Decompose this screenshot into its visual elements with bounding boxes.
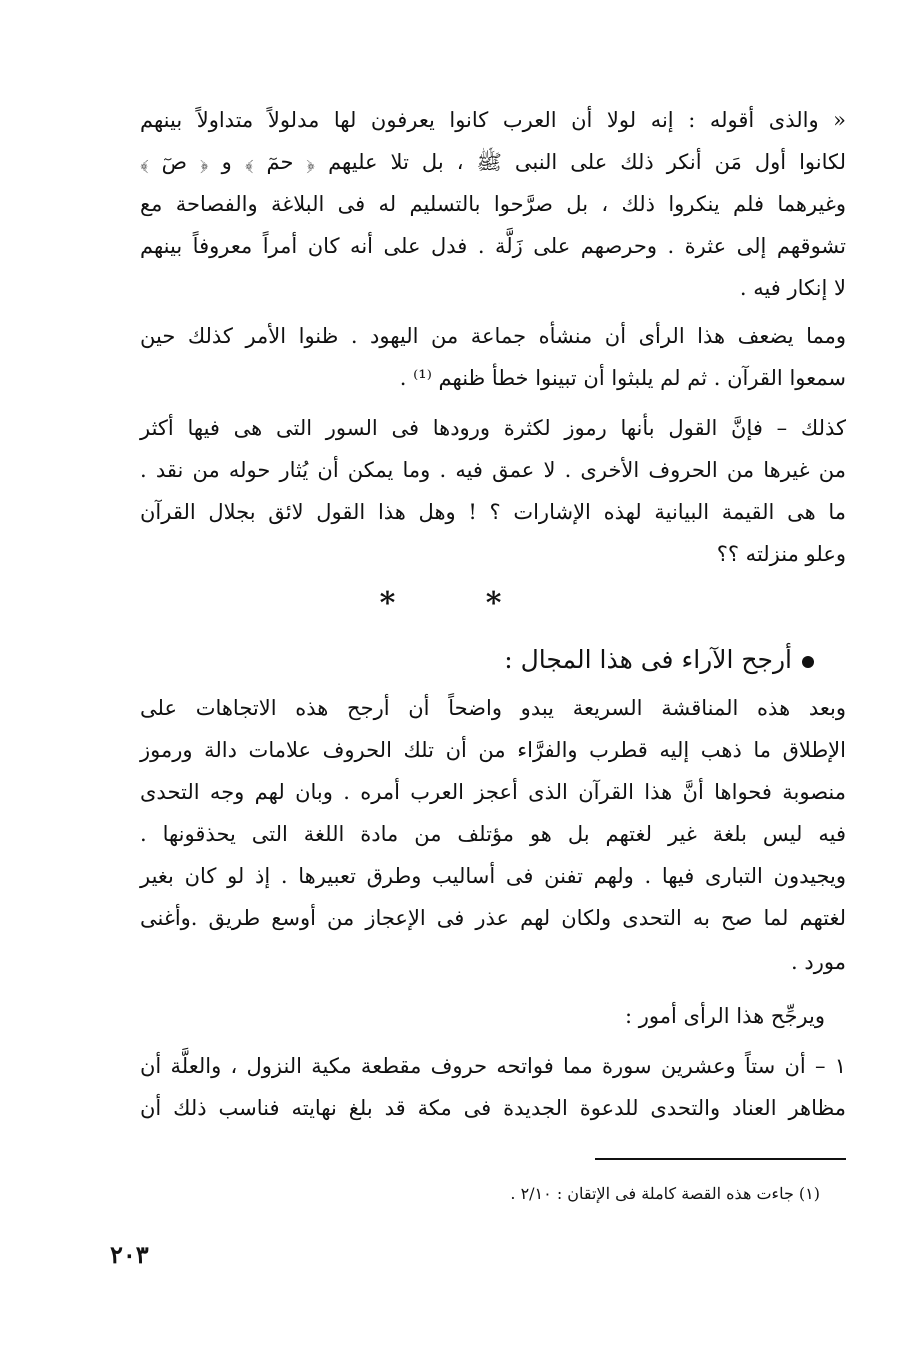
section-heading-text: أرجح الآراء فى هذا المجال : <box>504 645 792 674</box>
text-line: لغتهم لما صح به التحدى ولكان لهم عذر فى الإعجاز من أوسع طريق .وأغنى <box>140 906 846 930</box>
text-line: فيه ليس بلغة غير لغتهم بل هو مؤتلف من مادة اللغة التى يحذقونها . <box>140 822 846 846</box>
bullet-icon <box>802 656 814 668</box>
text-line: مظاهر العناد والتحدى للدعوة الجديدة فى مكة قد بلغ نهايته فناسب ذلك أن <box>140 1096 846 1120</box>
text-line: وعلو منزلته ؟؟ <box>716 542 846 566</box>
text-line: لا إنكار فيه . <box>739 276 846 300</box>
section-heading <box>200 644 814 676</box>
text-line: كذلك – فإنَّ القول بأنها رموز لكثرة ورودها فى السور التى هى فيها أكثر <box>140 416 846 440</box>
text-line: منصوبة فحواها أنَّ هذا القرآن الذى أعجز العرب أمره . وبان لهم وجه التحدى <box>140 780 846 804</box>
text-line: من غيرها من الحروف الأخرى . لا عمق فيه . وما يمكن أن يُثار حوله من نقد . <box>140 458 846 482</box>
text-line: الإطلاق ما ذهب إليه قطرب والفرَّاء من أن تلك الحروف علامات دالة ورموز <box>140 738 846 762</box>
text-line: ١ – أن ستاً وعشرين سورة مما فواتحه حروف مقطعة مكية النزول ، والعلَّة أن <box>140 1054 846 1078</box>
text-line: « والذى أقوله : إنه لولا أن العرب كانوا يعرفون لها مدلولاً متداولاً بينهم <box>140 108 846 132</box>
text-line: لكانوا أول مَن أنكر ذلك على النبى ﷺ ، بل تلا عليهم ﴿ حمٓ ﴾ و ﴿ صٓ ﴾ <box>140 150 846 174</box>
text-line: ويجيدون التبارى فيها . ولهم تفنن فى أساليب وطرق تعبيرها . إذ لو كان بغير <box>140 864 846 888</box>
footnote: (١) جاءت هذه القصة كاملة فى الإتقان : ٢/١٠ . <box>510 1184 820 1203</box>
text-line: ويرجِّح هذا الرأى أمور : <box>625 1004 825 1028</box>
text-line: ومما يضعف هذا الرأى أن منشأه جماعة من اليهود . ظنوا الأمر كذلك حين <box>140 324 846 348</box>
section-separator: * * <box>379 586 542 621</box>
text-line: ما هى القيمة البيانية لهذه الإشارات ؟ ! وهل هذا القول لائق بجلال القرآن <box>140 500 846 524</box>
text-line: مورد . <box>791 950 846 974</box>
text-line: وبعد هذه المناقشة السريعة يبدو واضحاً أن أرجح هذه الاتجاهات على <box>140 696 846 720</box>
text-line: سمعوا القرآن . ثم لم يلبثوا أن تبينوا خطأ ظنهم ⁽¹⁾ . <box>399 366 846 390</box>
footnote-divider <box>595 1158 846 1160</box>
page-number: ٢٠٣ <box>110 1240 149 1269</box>
text-line: وغيرهما فلم ينكروا ذلك ، بل صرَّحوا بالتسليم له فى البلاغة والفصاحة مع <box>140 192 846 216</box>
text-line: تشوقهم إلى عثرة . وحرصهم على زَلَّة . فدل على أنه كان أمراً معروفاً بينهم <box>140 234 846 258</box>
